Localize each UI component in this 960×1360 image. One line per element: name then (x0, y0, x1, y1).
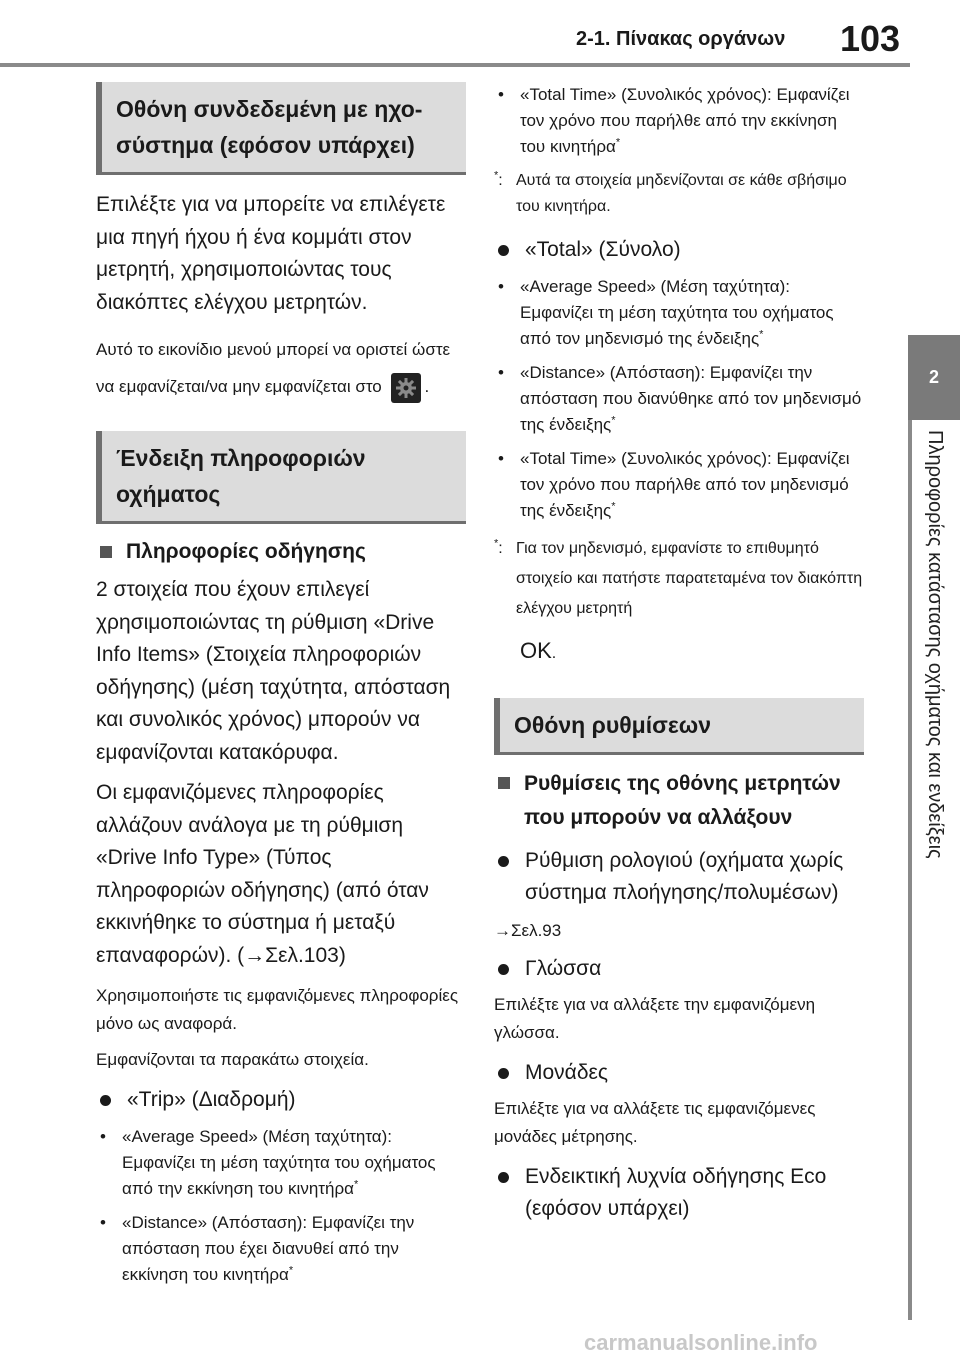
trip-bullet-3: «Total Time» (Συνολικός χρόνος): Εμφανίζει τον χρόνο που παρήλθε από την εκκίνηση του κινητήρα (520, 85, 850, 156)
language-heading (494, 953, 864, 985)
language-body: Επιλέξτε για να αλλάξετε την εμφανιζόμενη γλώσσα. (494, 995, 816, 1042)
chapter-tab: 2 (908, 335, 960, 420)
total-heading-text: «Total» (Σύνολο) (525, 238, 681, 261)
footnote-2-text: Για τον μηδενισμό, εμφανίστε το επιθυμητό στοιχείο και πατήστε παρατεταμένα τον διακόπτη ελέγχου μετρητή (516, 540, 863, 617)
footnote-mark: * (353, 1178, 359, 1191)
units-body: Επιλέξτε για να αλλάξετε τις εμφανιζόμενες μονάδες μέτρησης. (494, 1099, 816, 1146)
audio-description: Επιλέξτε για να μπορείτε να επιλέγετε μια πηγή ήχου ή ένα κομμάτι στον μετρητή, χρησιμοποιώντας τους διακόπτες ελέγχου μετρητών. (96, 193, 446, 314)
total-heading (494, 234, 864, 266)
clock-heading (494, 845, 864, 909)
clock-page-ref: →Σελ.93 (494, 921, 562, 940)
driving-info-heading-text: Πληροφορίες οδήγησης (126, 540, 366, 563)
round-bullet-icon (498, 964, 509, 975)
trip-bullet-1: «Average Speed» (Μέση ταχύτητα): Εμφανίζει τη μέση ταχύτητα του οχήματος από την εκκίνηση του κινητήρα (122, 1127, 436, 1198)
eco-heading-text: Ενδεικτική λυχνία οδήγησης Eco (εφόσον υπάρχει) (525, 1165, 827, 1220)
audio-note-text: Αυτό το εικονίδιο μενού μπορεί να οριστεί ώστε να εμφανίζεται/να μην εμφανίζεται στο (96, 340, 451, 396)
units-heading (494, 1057, 864, 1089)
settings-subheading (494, 767, 864, 835)
list-item: • «Average Speed» (Μέση ταχύτητα): Εμφανίζει τη μέση ταχύτητα του οχήματος από την εκκίνηση του κινητήρα* (100, 1127, 436, 1198)
list-item: • «Distance» (Απόσταση): Εμφανίζει την απόσταση που έχει διανυθεί από την εκκίνηση του κινητήρα* (100, 1213, 415, 1284)
section-title-audio: Οθόνη συνδεδεμένη με ηχο-σύστημα (εφόσον υπάρχει) (96, 82, 466, 175)
trip-heading-text: «Trip» (Διαδρομή) (127, 1088, 296, 1111)
total-bullet-2: «Distance» (Απόσταση): Εμφανίζει την απόσταση που διανύθηκε από τον μηδενισμό της ένδειξης (520, 363, 862, 434)
total-bullet-1: «Average Speed» (Μέση ταχύτητα): Εμφανίζει τη μέση ταχύτητα του οχήματος από τον μηδενισμό της ένδειξης (520, 277, 834, 348)
clock-heading-text: Ρύθμιση ρολογιού (οχήματα χωρίς σύστημα πλοήγησης/πολυμέσων) (525, 849, 844, 904)
reference-note: Χρησιμοποιήστε τις εμφανιζόμενες πληροφορίες μόνο ως αναφορά. (96, 986, 459, 1033)
right-column (494, 82, 864, 1225)
footnote-mark: * (288, 1264, 294, 1277)
trip-bullet-2: «Distance» (Απόσταση): Εμφανίζει την απόσταση που έχει διανυθεί από την εκκίνηση του κινητήρα (122, 1213, 415, 1284)
driving-info-heading (96, 536, 466, 568)
items-intro: Εμφανίζονται τα παρακάτω στοιχεία. (96, 1050, 369, 1069)
round-bullet-icon (498, 245, 509, 256)
driving-info-para2: Οι εμφανιζόμενες πληροφορίες αλλάζουν ανάλογα με τη ρύθμιση «Drive Info Type» (Τύπος πληροφοριών οδήγησης) (από όταν εκκινήθηκε το σύστημα ή μεταξύ επαναφορών). (→Σελ.103) (96, 781, 429, 967)
list-item: • «Total Time» (Συνολικός χρόνος): Εμφανίζει τον χρόνο που παρήλθε από τον μηδενισμό της ένδειξης* (498, 449, 850, 520)
chapter-title (922, 430, 950, 1290)
header-rule (0, 63, 910, 67)
round-bullet-icon (498, 1172, 509, 1183)
list-item: • «Average Speed» (Μέση ταχύτητα): Εμφανίζει τη μέση ταχύτητα του οχήματος από τον μηδενισμό της ένδειξης* (498, 277, 834, 348)
footnote-mark: * (494, 537, 499, 550)
ok-button-label: OK (520, 638, 552, 663)
ok-period: . (551, 645, 557, 662)
audio-note (96, 331, 466, 405)
ok-line (494, 638, 864, 664)
list-item: • «Total Time» (Συνολικός χρόνος): Εμφανίζει τον χρόνο που παρήλθε από την εκκίνηση του κινητήρα* (498, 85, 850, 156)
footnote-1-text: Αυτά τα στοιχεία μηδενίζονται σε κάθε σβήσιμο του κινητήρα. (516, 172, 847, 215)
section-title-settings: Οθόνη ρυθμίσεων (494, 698, 864, 755)
chapter-title-text: Πληροφορίες κατάστασης οχήματος και ενδείξεις (924, 430, 946, 859)
gear-icon (391, 373, 421, 403)
section-title: 2-1. Πίνακας οργάνων (576, 28, 786, 50)
footnote-mark: * (759, 328, 764, 341)
driving-info-para1: 2 στοιχεία που έχουν επιλεγεί χρησιμοποιώντας τη ρύθμιση «Drive Info Items» (Στοιχεία πληροφοριών οδήγησης) (μέση ταχύτητα, απόσταση και συνολικός χρόνος) μπορούν να εμφανίζονται κατακόρυφα. (96, 578, 451, 764)
footnote-mark: * (615, 136, 621, 149)
eco-heading (494, 1161, 864, 1225)
side-rule (908, 420, 912, 1320)
footnote-reset-on-off: *: Αυτά τα στοιχεία μηδενίζονται σε κάθε σβήσιμο του κινητήρα. (494, 168, 864, 220)
left-column (96, 82, 466, 1288)
footnote-mark: * (611, 414, 616, 427)
total-bullet-3: «Total Time» (Συνολικός χρόνος): Εμφανίζει τον χρόνο που παρήλθε από τον μηδενισμό της ένδειξης (520, 449, 850, 520)
round-bullet-icon (498, 856, 509, 867)
footnote-reset-instructions: *: Για τον μηδενισμό, εμφανίστε το επιθυμητό στοιχείο και πατήστε παρατεταμένα τον διακόπτη ελέγχου μετρητή (494, 534, 864, 624)
square-bullet-icon (498, 777, 510, 789)
round-bullet-icon (100, 1095, 111, 1106)
language-heading-text: Γλώσσα (525, 957, 602, 980)
section-title-vehicle-info: Ένδειξη πληροφοριών οχήματος (96, 431, 466, 524)
trip-heading (96, 1084, 466, 1116)
round-bullet-icon (498, 1068, 509, 1079)
units-heading-text: Μονάδες (525, 1061, 608, 1084)
settings-subheading-text: Ρυθμίσεις της οθόνης μετρητών που μπορούν να αλλάξουν (524, 772, 841, 829)
square-bullet-icon (100, 546, 112, 558)
footnote-mark: * (611, 500, 616, 513)
footnote-mark: * (494, 169, 499, 182)
page-number: 103 (840, 18, 901, 59)
watermark: carmanualsonline.info (584, 1330, 818, 1355)
list-item: • «Distance» (Απόσταση): Εμφανίζει την απόσταση που διανύθηκε από τον μηδενισμό της ένδειξης* (498, 363, 862, 434)
audio-note-end: . (424, 377, 430, 396)
